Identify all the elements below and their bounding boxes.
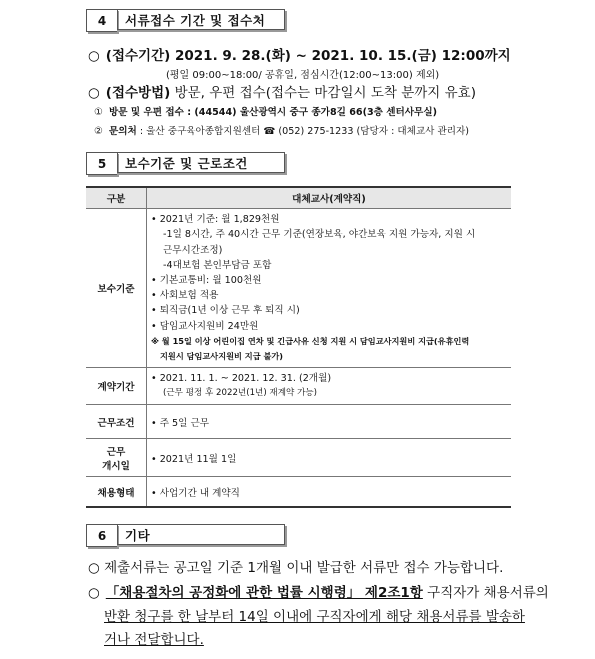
work-value: • 주 5일 근무 [147,405,512,439]
type-value: • 사업기간 내 계약직 [147,477,512,507]
start-label-line: 근무 [106,446,126,458]
start-value: • 2021년 11월 1일 [147,439,512,477]
header-substitute-teacher: 대체교사(계약직) [147,187,512,209]
contract-period: • 2021. 11. 1. ~ 2021. 12. 31. (2개월) [151,373,332,384]
section-6-title: 기타 [117,524,285,545]
etc-law-reference: 「채용절차의 공정화에 관한 법률 시행령」 제2조1항 [105,585,423,601]
method-value: 방문, 우편 접수(접수는 마감일시 도착 분까지 유효) [170,85,476,101]
etc-line-2-rest: 구직자가 채용서류의 [422,585,549,601]
table-row-pay [86,209,511,368]
submission-address [94,104,437,118]
section-5-number: 5 [86,152,117,175]
etc-line-4: 거나 전달합니다. [104,632,204,648]
period-label: (접수기간) [105,48,171,64]
etc-line-3: 반환 청구를 한 날부터 14일 이내에 구직자에게 해당 채용서류를 발송하 [104,609,525,625]
item-1-text: 방문 및 우편 접수 : (44544) 울산광역시 중구 종가8길 66(3층 센터사무실) [108,107,437,118]
pay-line: 근무시간조정) [163,244,223,256]
pay-line: • 사회보험 적용 [151,290,219,302]
method-line [88,81,476,101]
pay-line: -4대보험 본인부담금 포함 [163,259,272,271]
etc-line-1: ○ 제출서류는 공고일 기준 1개월 이내 발급한 서류만 접수 가능합니다. [88,560,504,576]
header-category: 구분 [86,187,147,209]
period-value: 2021. 9. 28.(화) ~ 2021. 10. 15.(금) 12:00까지 [170,48,511,64]
etc-bullet: ○ [88,585,100,601]
contact-info [94,123,469,137]
item-2-number: ② [94,126,103,137]
table-row-contract [86,368,511,405]
pay-conditions-table [86,186,511,508]
method-bullet: ○ [88,85,100,101]
pay-line: • 담임교사지원비 24만원 [151,320,259,332]
work-label: 근무조건 [86,405,147,439]
start-label [86,439,147,477]
pay-line: • 2021년 기준: 월 1,829천원 [151,214,280,226]
pay-note: 지원시 담임교사지원비 지급 불가) [160,350,284,361]
item-2-label: 문의처 [108,126,137,137]
pay-line: • 퇴직금(1년 이상 근무 후 퇴직 시) [151,305,300,317]
etc-line-2 [88,581,549,601]
table-row-start [86,439,511,477]
pay-label: 보수기준 [86,209,147,368]
item-1-number: ① [94,107,103,118]
section-5-title: 보수기준 및 근로조건 [117,152,285,173]
section-4-header [86,9,285,32]
section-5-header [86,152,285,175]
table-row-type [86,477,511,507]
section-4-title: 서류접수 기간 및 접수처 [117,9,285,30]
method-label: (접수방법) [105,85,171,101]
table-row-work [86,405,511,439]
section-6-header [86,524,285,547]
table-header-row [86,187,511,209]
item-2-text: : 울산 중구육아종합지원센터 ☎ (052) 275-1233 (담당자 : 대체교사 관리자) [136,126,470,137]
contract-details [147,368,512,405]
pay-note: ※ 월 15일 이상 어린이집 연차 및 긴급사유 신청 지원 시 담임교사지원비 지급(유휴인력 [151,335,470,346]
period-note: (평일 09:00~18:00/ 공휴일, 점심시간(12:00~13:00) 제외) [166,70,440,81]
section-6-number: 6 [86,524,117,547]
start-label-line: 개시일 [102,460,130,472]
section-4-number: 4 [86,9,117,32]
period-bullet: ○ [88,48,100,64]
pay-line: -1일 8시간, 주 40시간 근무 기준(연장보육, 야간보육 지원 가능자, 지원 시 [163,229,476,241]
contract-label: 계약기간 [86,368,147,405]
pay-line: • 기본교통비: 월 100천원 [151,275,262,286]
type-label: 채용형태 [86,477,147,507]
pay-details [147,209,512,368]
period-line [88,44,511,64]
contract-renewal: (근무 평정 후 2022년(1년) 재계약 가능) [163,388,318,399]
